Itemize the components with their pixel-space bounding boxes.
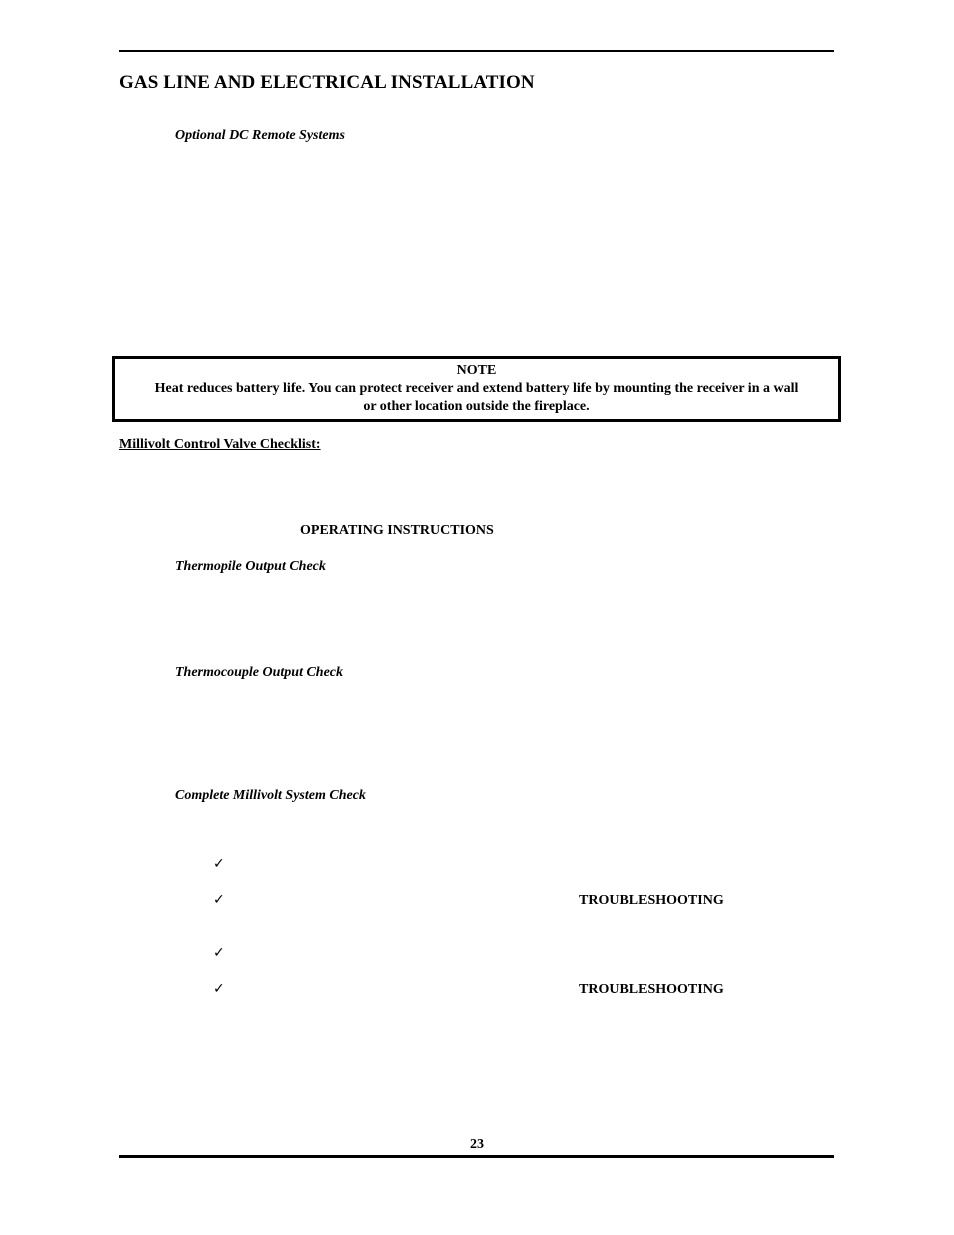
troubleshooting-reference: TROUBLESHOOTING (579, 982, 724, 997)
section-heading-complete-system: Complete Millivolt System Check (175, 788, 366, 803)
note-text-line-2: or other location outside the fireplace. (363, 399, 590, 414)
note-text-line-1: Heat reduces battery life. You can protect receiver and extend battery life by mounting the receiver in a wall (154, 381, 799, 396)
checkmark-icon: ✓ (213, 856, 225, 872)
section-heading-thermopile: Thermopile Output Check (175, 559, 326, 574)
operating-instructions-reference: OPERATING INSTRUCTIONS (300, 523, 494, 538)
section-heading-dc-remote: Optional DC Remote Systems (175, 128, 345, 143)
page-title: GAS LINE AND ELECTRICAL INSTALLATION (119, 72, 535, 93)
troubleshooting-reference: TROUBLESHOOTING (579, 893, 724, 908)
section-heading-thermocouple: Thermocouple Output Check (175, 665, 344, 680)
header-rule (119, 50, 834, 52)
note-heading: NOTE (456, 363, 497, 378)
checkmark-icon: ✓ (213, 945, 225, 961)
checklist-heading: Millivolt Control Valve Checklist: (119, 437, 321, 452)
footer-rule (119, 1155, 834, 1158)
checkmark-icon: ✓ (213, 892, 225, 908)
note-box (112, 356, 841, 422)
page-number: 23 (470, 1137, 484, 1152)
checkmark-icon: ✓ (213, 981, 225, 997)
